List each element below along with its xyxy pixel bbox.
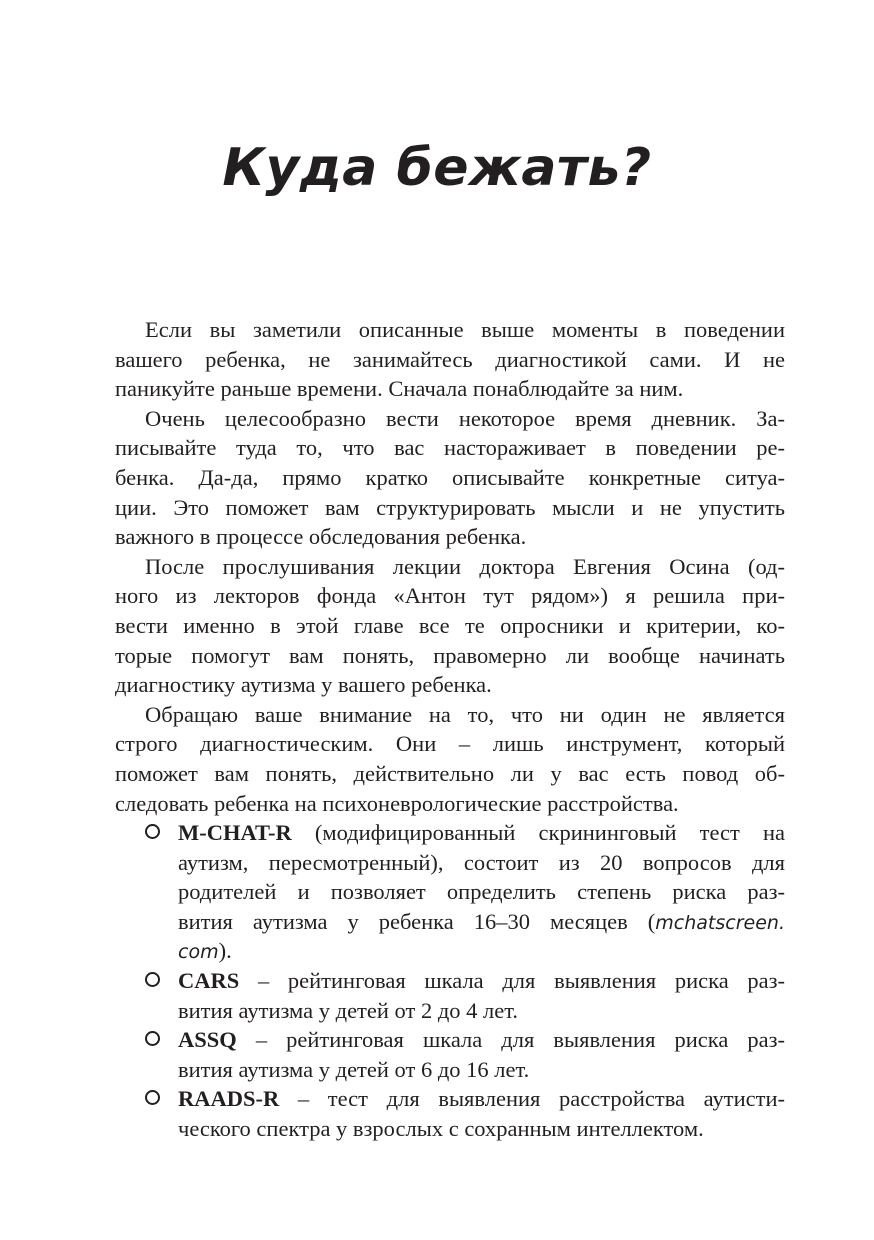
text-line: Очень целесообразно вести некоторое время дневник. За- bbox=[145, 405, 785, 431]
text: (модифицированный скрининговый тест на bbox=[291, 820, 785, 846]
text: – рейтинговая шкала для выявления риска раз- bbox=[236, 1027, 785, 1053]
text: – рейтинговая шкала для выявления риска раз- bbox=[239, 968, 785, 994]
body-text bbox=[115, 315, 785, 1144]
text: вития аутизма у ребенка 16–30 месяцев ( bbox=[178, 908, 656, 934]
text: ). bbox=[218, 938, 232, 964]
text-line: диагностику аутизма у вашего ребенка. bbox=[115, 672, 492, 698]
text-line: ческого спектра у взрослых с сохранным интеллектом. bbox=[178, 1116, 704, 1142]
paragraph bbox=[115, 404, 785, 552]
text-line: Обращаю ваше внимание на то, что ни один не является bbox=[145, 701, 785, 727]
term: M-CHAT-R bbox=[178, 820, 292, 846]
text-line: Если вы заметили описанные выше моменты в поведении bbox=[145, 317, 785, 342]
circle-bullet-icon bbox=[145, 1090, 160, 1105]
text-line: родителей и позволяет определить степень риска раз- bbox=[178, 879, 785, 905]
text-line: вашего ребенка, не занимайтесь диагностикой сами. И не bbox=[115, 346, 785, 372]
paragraph bbox=[115, 315, 785, 404]
page-title: Куда бежать? bbox=[222, 138, 652, 198]
circle-bullet-icon bbox=[145, 972, 160, 987]
term: ASSQ bbox=[178, 1027, 237, 1053]
text-line: вития аутизма у детей от 2 до 4 лет. bbox=[178, 997, 519, 1023]
list-item bbox=[115, 966, 785, 1025]
text-line: следовать ребенка на психоневрологические расстройства. bbox=[115, 790, 679, 816]
text-line: важного в процессе обследования ребенка. bbox=[115, 524, 527, 550]
text-line: строго диагностическим. Они – лишь инструмент, который bbox=[115, 731, 785, 757]
text-line: вести именно в этой главе все те опросники и критерии, ко- bbox=[115, 612, 785, 638]
circle-bullet-icon bbox=[145, 1031, 160, 1046]
link[interactable]: com bbox=[178, 941, 219, 964]
text-line: паникуйте раньше времени. Сначала понаблюдайте за ним. bbox=[115, 376, 684, 402]
list-item bbox=[115, 1025, 785, 1084]
circle-bullet-icon bbox=[145, 824, 160, 839]
text-line: аутизм, пересмотренный), состоит из 20 вопросов для bbox=[178, 849, 785, 875]
paragraph bbox=[115, 552, 785, 700]
paragraph bbox=[115, 700, 785, 818]
text-line: бенка. Да-да, прямо кратко описывайте конкретные ситуа- bbox=[115, 464, 785, 490]
text-line: вития аутизма у детей от 6 до 16 лет. bbox=[178, 1056, 530, 1082]
text-line: После прослушивания лекции доктора Евгения Осина (од- bbox=[145, 553, 785, 579]
list-item bbox=[115, 818, 785, 966]
text-line: ного из лекторов фонда «Антон тут рядом») я решила при- bbox=[115, 583, 785, 609]
text-line: торые помогут вам понять, правомерно ли вообще начинать bbox=[115, 642, 785, 668]
term: RAADS-R bbox=[178, 1086, 280, 1112]
term: CARS bbox=[178, 968, 240, 994]
list-item bbox=[115, 1084, 785, 1143]
text-line: поможет вам понять, действительно ли у вас есть повод об- bbox=[115, 760, 785, 786]
text: – тест для выявления расстройства аутисти- bbox=[279, 1086, 785, 1112]
link[interactable]: mchatscreen. bbox=[655, 911, 785, 934]
text-line: ции. Это поможет вам структурировать мысли и не упустить bbox=[115, 494, 785, 520]
text-line: писывайте туда то, что вас настораживает в поведении ре- bbox=[115, 435, 785, 461]
